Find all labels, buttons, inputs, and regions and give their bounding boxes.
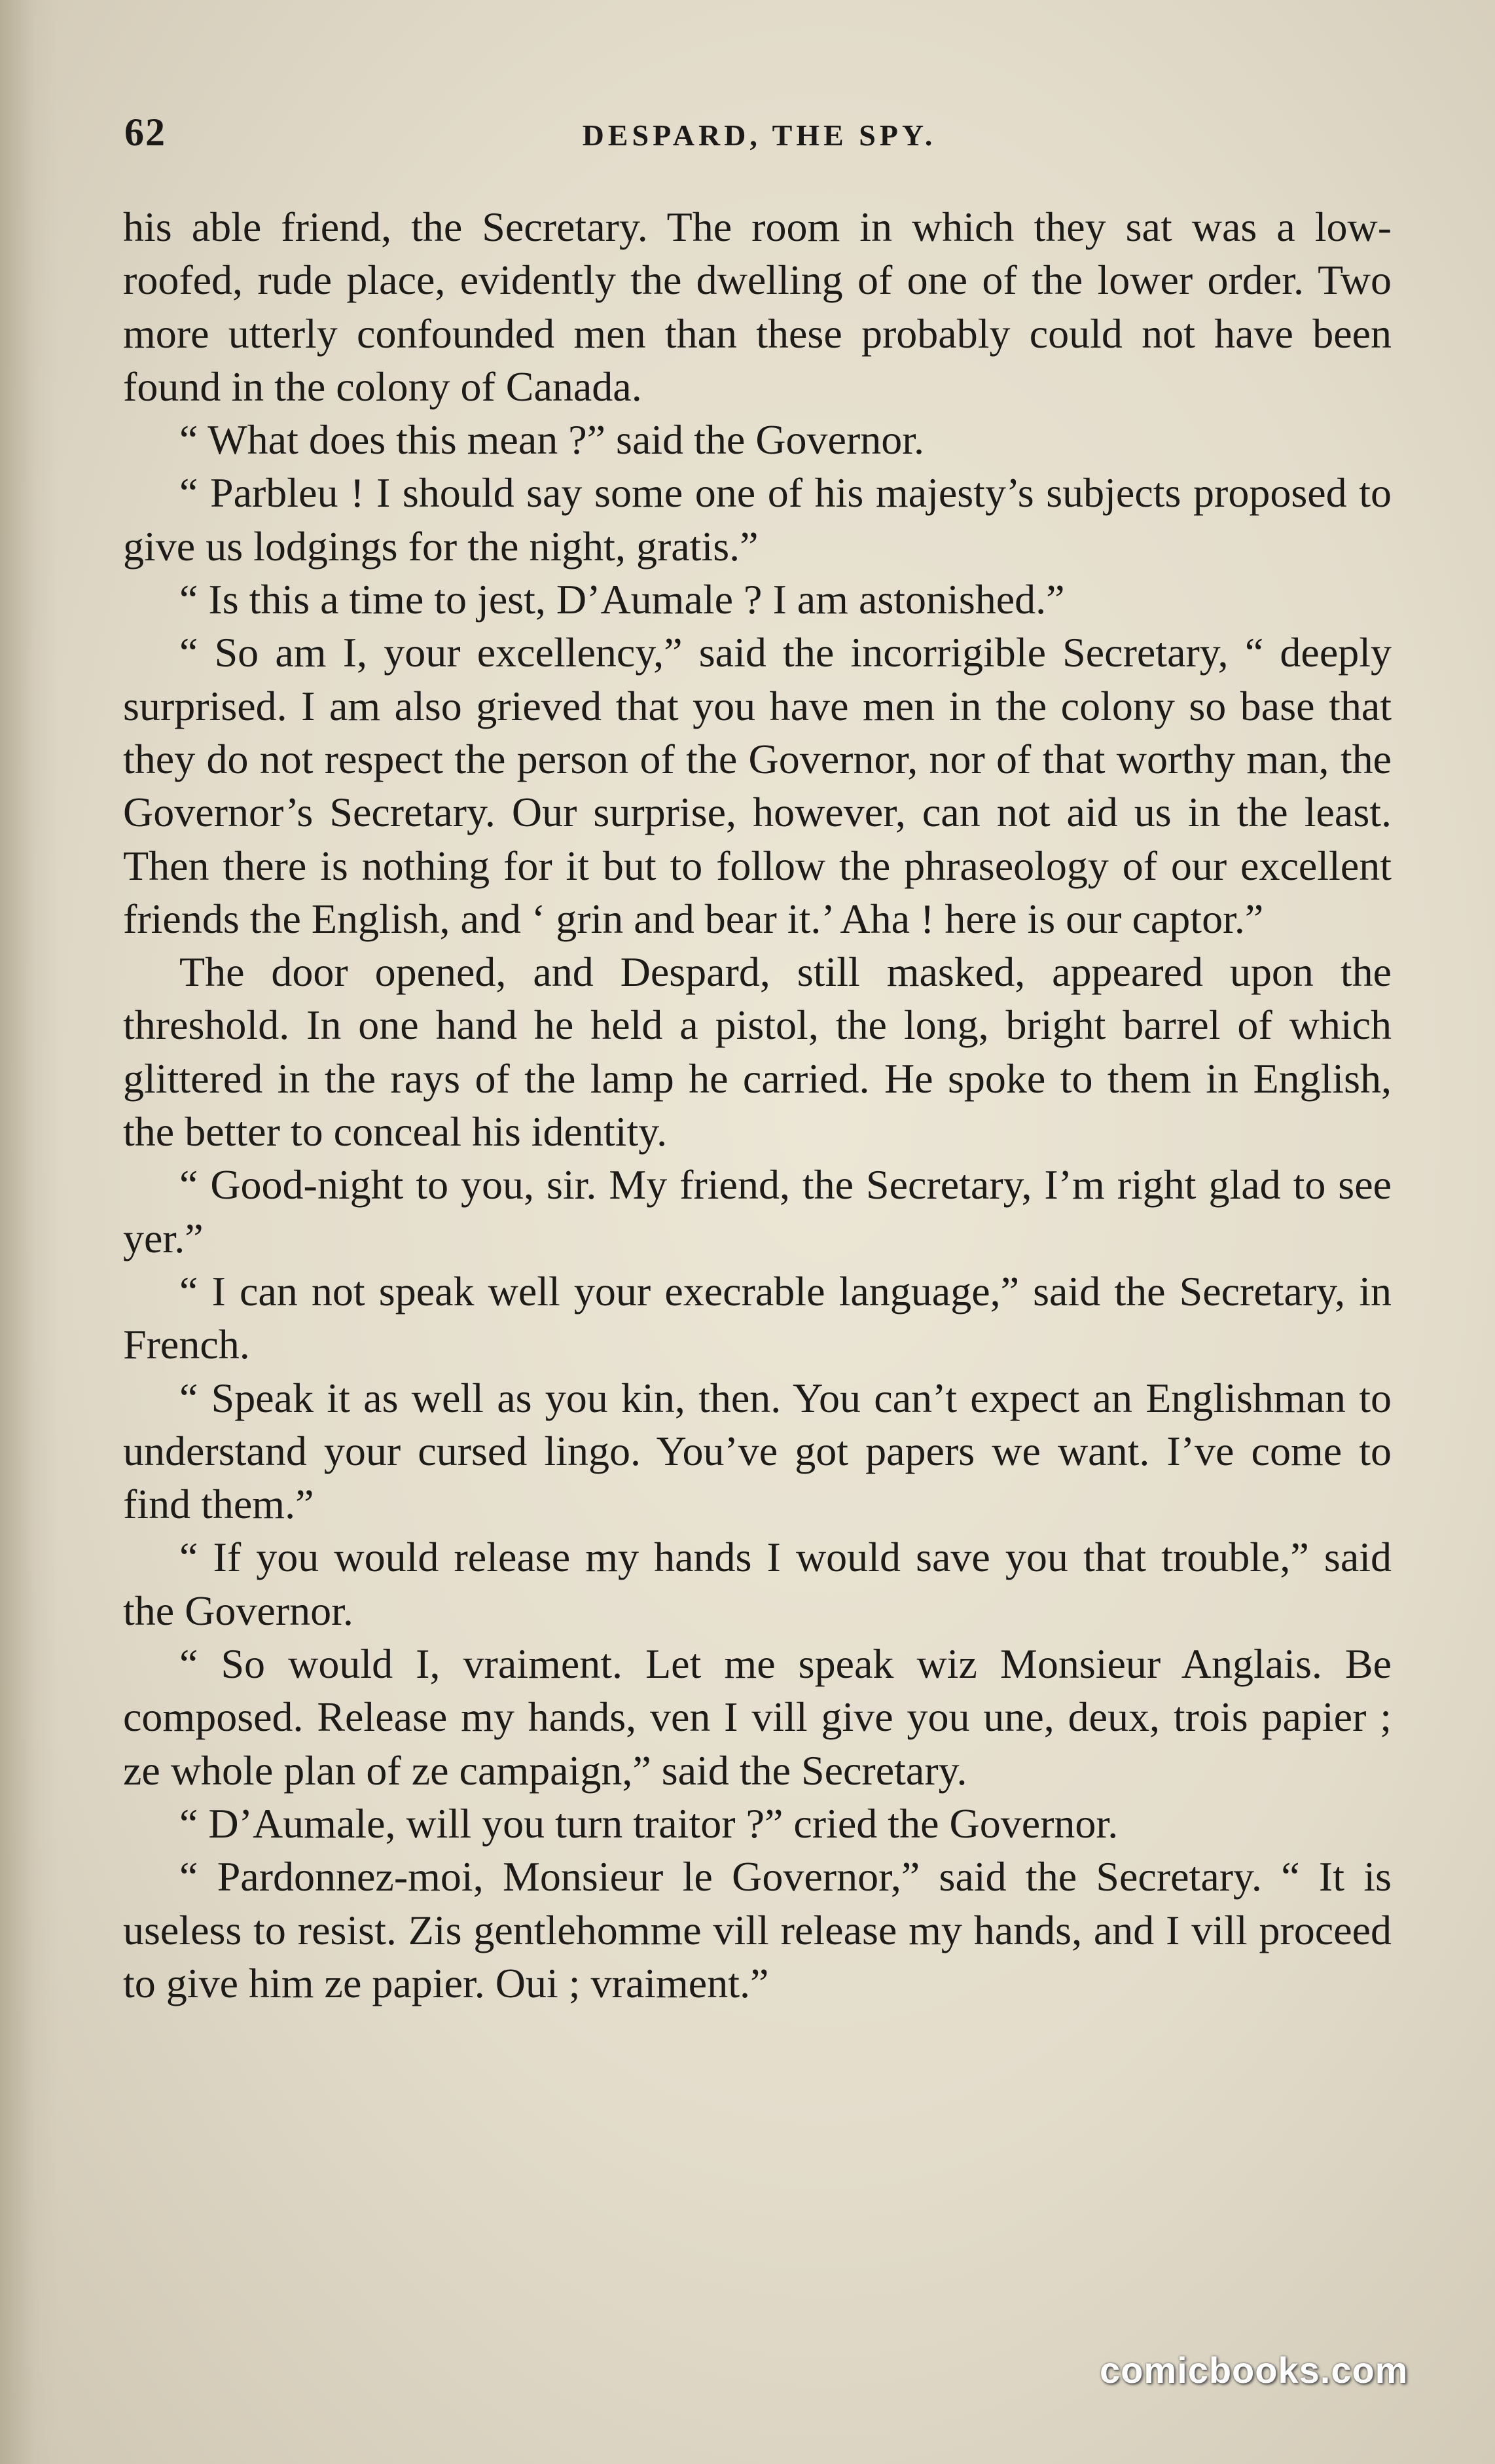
- paragraph: “ So would I, vraiment. Let me speak wiz Monsieur Anglais. Be composed. Release my hands, ven I vill give you une, deux, trois papier ; ze whole plan of ze campaign,” said the Secretary.: [123, 1640, 1392, 1794]
- paragraph: “ If you would release my hands I would save you that trouble,” said the Governor.: [123, 1534, 1392, 1634]
- paragraph: “ Speak it as well as you kin, then. You can’t expect an Englishman to understand your cursed lingo. You’ve got papers we want. I’ve come to find them.”: [123, 1374, 1392, 1528]
- watermark: comicbooks.com: [1100, 2349, 1409, 2391]
- paragraph: “ Pardonnez-moi, Monsieur le Governor,” said the Secretary. “ It is useless to resist. Zis gentlehomme vill release my hands, and I vill proceed to give him ze papier. Oui ; vraiment.”: [123, 1853, 1392, 2006]
- paragraph: “ Is this a time to jest, D’Aumale ? I am astonished.”: [179, 576, 1065, 623]
- paragraph: “ D’Aumale, will you turn traitor ?” cried the Governor.: [179, 1800, 1119, 1847]
- paragraph: “ Parbleu ! I should say some one of his majesty’s subjects proposed to give us lodgings for the night, gratis.”: [123, 469, 1392, 570]
- paragraph: his able friend, the Secretary. The room in which they sat was a low-roofed, rude place, evidently the dwelling of one of the lower order. Two more utterly confounded men than these probably could not have been found in the colony of Canada.: [123, 204, 1392, 410]
- paragraph: The door opened, and Despard, still masked, appeared upon the threshold. In one hand he held a pistol, the long, bright barrel of which glittered in the rays of the lamp he carried. He spoke to them in English, the better to conceal his identity.: [123, 949, 1392, 1155]
- paragraph: “ I can not speak well your execrable language,” said the Secretary, in French.: [123, 1267, 1392, 1368]
- paragraph: “ So am I, your excellency,” said the incorrigible Secretary, “ deeply surprised. I am also grieved that you have men in the colony so base that they do not respect the person of the Governor, nor of that worthy man, the Governor’s Secretary. Our surprise, however, can not aid us in the least. Then there is nothing for it but to follow the phraseology of our excellent friends the English, and ‘ grin and bear it.’ Aha ! here is our captor.”: [123, 629, 1392, 942]
- page-number: 62: [124, 111, 166, 154]
- body-text: [123, 200, 1392, 2010]
- paragraph: “ Good-night to you, sir. My friend, the Secretary, I’m right glad to see yer.”: [123, 1161, 1392, 1261]
- running-title: DESPARD, THE SPY.: [582, 118, 937, 152]
- page-gutter-shadow: [0, 0, 59, 2464]
- running-head: [124, 110, 1394, 162]
- paragraph: “ What does this mean ?” said the Governor.: [179, 416, 925, 463]
